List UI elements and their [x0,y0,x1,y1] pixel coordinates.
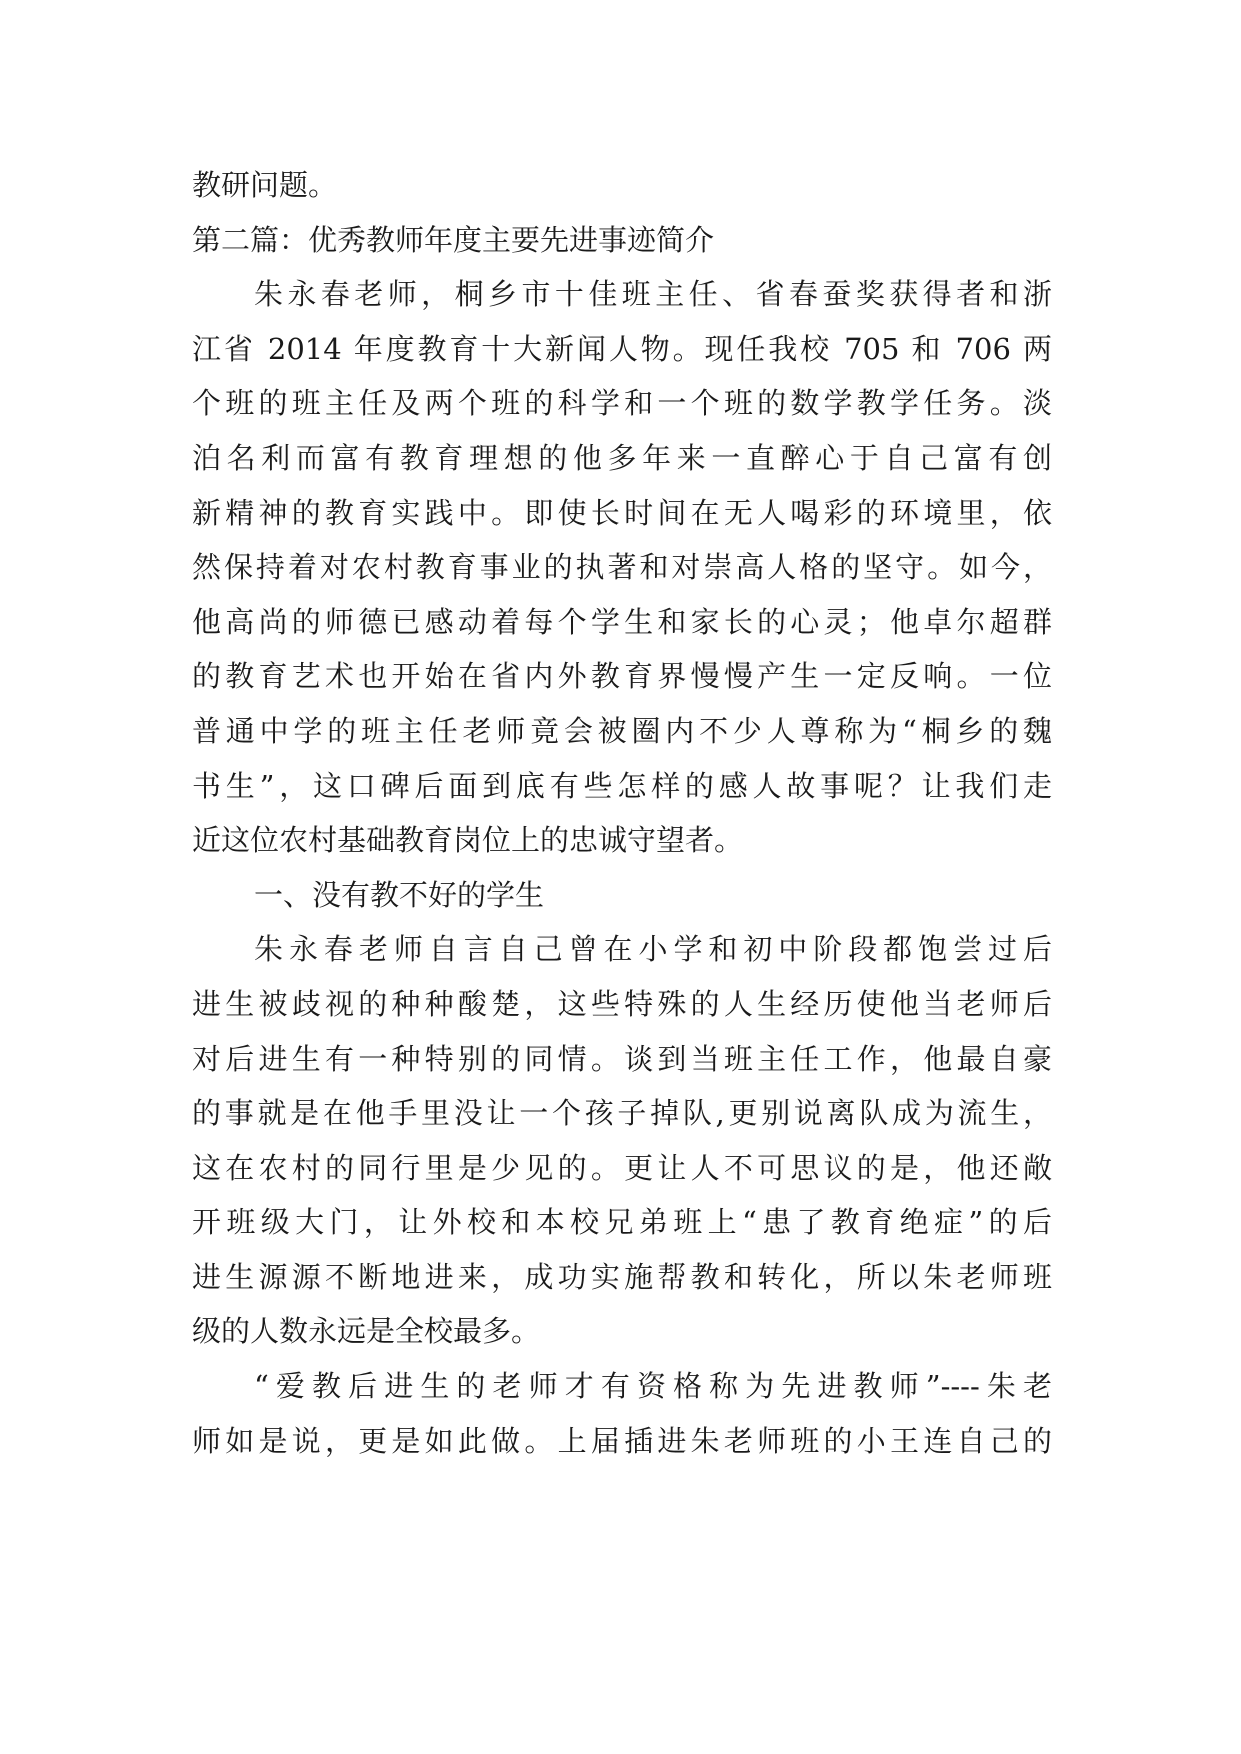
text-line: 开班级大门，让外校和本校兄弟班上“患了教育绝症”的后 [192,1205,1052,1240]
text-line: 这在农村的同行里是少见的。更让人不可思议的是，他还敞 [192,1150,1052,1185]
text-line: 泊名利而富有教育理想的他多年来一直醉心于自己富有创 [192,440,1052,475]
text-line: 进生被歧视的种种酸楚，这些特殊的人生经历使他当老师后 [192,986,1052,1021]
text-line: 然保持着对农村教育事业的执著和对崇高人格的坚守。如今， [192,550,1052,585]
text-line: 对后进生有一种特别的同情。谈到当班主任工作，他最自豪 [192,1041,1052,1076]
text-line: 江省 2014 年度教育十大新闻人物。现任我校 705 和 706 两 [192,331,1052,366]
text-line: 进生源源不断地进来，成功实施帮教和转化，所以朱老师班 [192,1259,1052,1294]
text-line: 近这位农村基础教育岗位上的忠诚守望者。 [192,823,744,858]
text-line: 一、没有教不好的学生 [254,877,545,912]
text-line: 书生”，这口碑后面到底有些怎样的感人故事呢？让我们走 [192,768,1052,803]
text-line: 第二篇：优秀教师年度主要先进事迹简介 [192,222,715,257]
text-line: 普通中学的班主任老师竟会被圈内不少人尊称为“桐乡的魏 [192,713,1052,748]
text-line: 新精神的教育实践中。即使长时间在无人喝彩的环境里，依 [192,495,1052,530]
text-line: “爱教后进生的老师才有资格称为先进教师”----朱老 [254,1369,1052,1404]
text-line: 的事就是在他手里没让一个孩子掉队,更别说离队成为流生， [192,1096,1052,1131]
text-line: 的教育艺术也开始在省内外教育界慢慢产生一定反响。一位 [192,659,1052,694]
body-text [192,158,1052,1468]
text-line: 他高尚的师德已感动着每个学生和家长的心灵；他卓尔超群 [192,604,1052,639]
text-line: 级的人数永远是全校最多。 [192,1314,541,1349]
text-line: 师如是说，更是如此做。上届插进朱老师班的小王连自己的 [192,1423,1052,1458]
text-line: 朱永春老师，桐乡市十佳班主任、省春蚕奖获得者和浙 [254,277,1052,312]
text-line: 教研问题。 [192,168,338,202]
text-line: 朱永春老师自言自己曾在小学和初中阶段都饱尝过后 [254,932,1052,967]
text-line: 个班的班主任及两个班的科学和一个班的数学教学任务。淡 [192,386,1052,421]
